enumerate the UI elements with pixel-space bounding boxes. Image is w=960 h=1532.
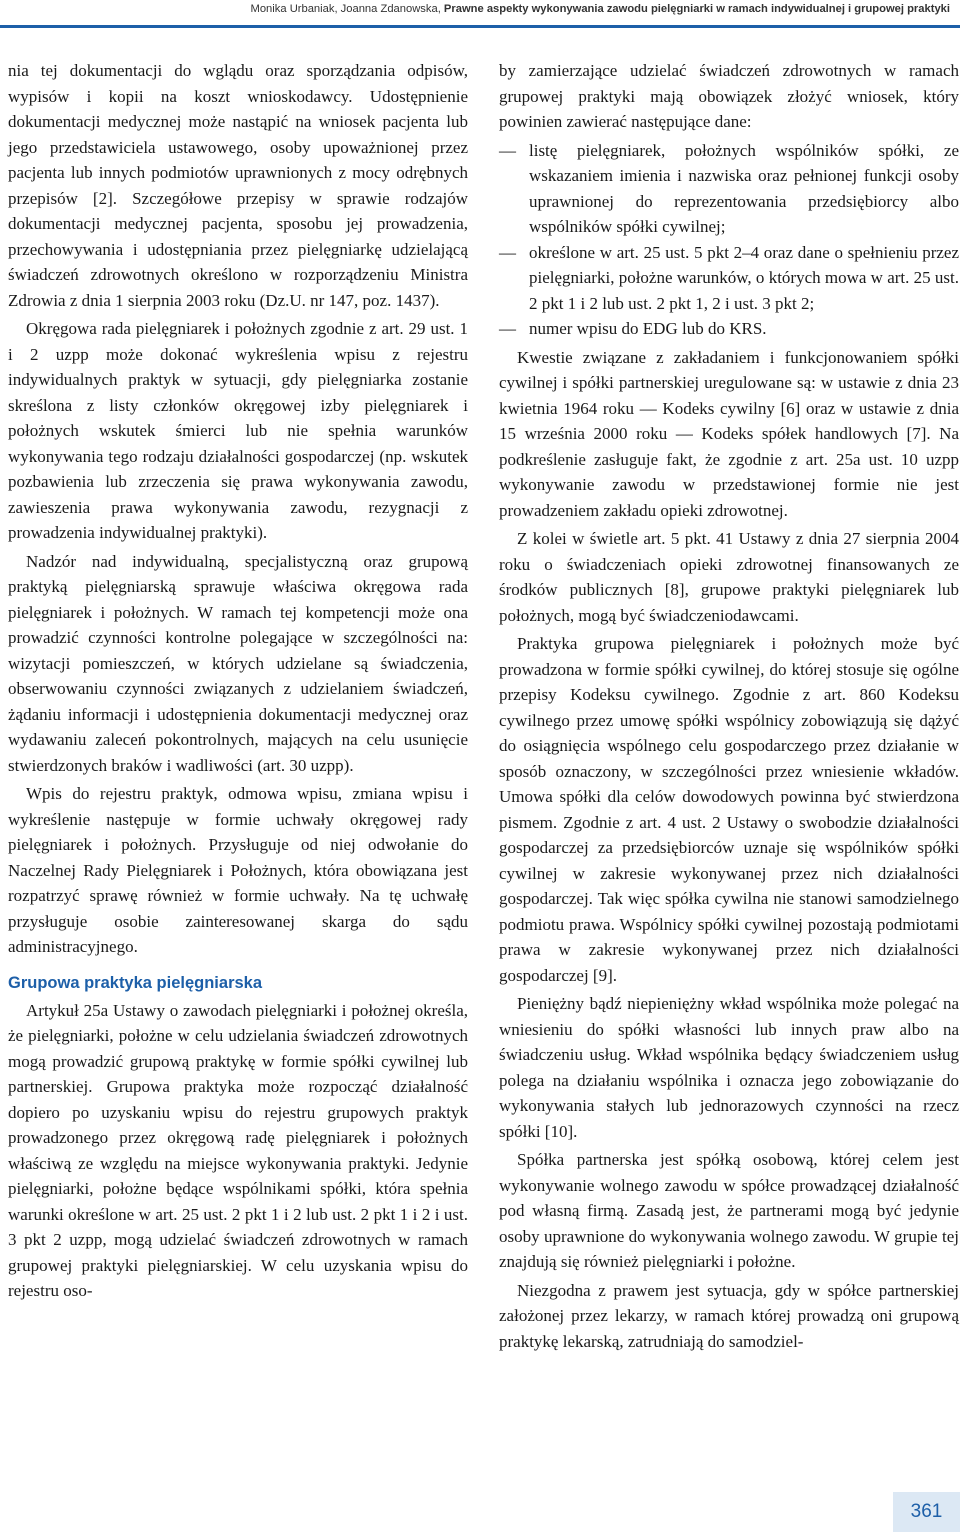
- requirements-list: [499, 138, 959, 342]
- right-column: [499, 58, 959, 1357]
- paragraph: Niezgodna z prawem jest sytuacja, gdy w spółce partnerskiej założonej przez lekarzy, w ramach której prowadzą oni grupową praktykę lekarską, zatrudniają do samodziel-: [499, 1280, 959, 1351]
- header-authors: Monika Urbaniak, Joanna Zdanowska,: [250, 3, 441, 15]
- paragraph: Wpis do rejestru praktyk, odmowa wpisu, zmiana wpisu i wykreślenie następuje w formie uchwały okręgowej rady pielęgniarek i położnych. Przysługuje od niej odwołanie do Naczelnej Rady Pielęgniarek i Położnych, która obowiązana jest rozpatrzyć sprawę również w formie uchwały. Na tę uchwałę przysługuje osobie zainteresowanej skarga do sądu administracyjnego.: [8, 784, 468, 956]
- list-item: — numer wpisu do EDG lub do KRS.: [499, 316, 959, 342]
- header-rule: [0, 25, 960, 28]
- paragraph: Kwestie związane z zakładaniem i funkcjonowaniem spółki cywilnej i spółki partnerskiej uregulowane są: w ustawie z dnia 23 kwietnia 1964 roku — Kodeks cywilny [6] oraz w ustawie z dnia 15 września 2000 roku — Kodeks spółek handlowych [7]. Na podkreślenie zasługuje fakt, że zgodnie z art. 25a ust. 10 uzpp wykonywanie zawodu w przedstawionej formie nie jest prowadzeniem zakładu opieki zdrowotnej.: [499, 347, 959, 520]
- paragraph: Nadzór nad indywidualną, specjalistyczną oraz grupową praktyką pielęgniarską sprawuje właściwa okręgowa rada pielęgniarek i położnych. W ramach tej kompetencji może ona prowadzić czynności kontrolne polegające w szczególności na: wizytacji pomieszczeń, w których udzielane są świadczenia, obserwowaniu czynności związanych z udzielaniem świadczeń, żądaniu informacji i udostępnienia dokumentacji medycznej oraz wydawaniu zaleceń pokontrolnych, mających na celu usunięcie stwierdzonych braków i wadliwości (art. 30 uzpp).: [8, 551, 468, 775]
- header-title: Prawne aspekty wykonywania zawodu pielęgniarki w ramach indywidualnej i grupowej praktyki: [443, 3, 950, 15]
- list-item: — określone w art. 25 ust. 5 pkt 2–4 oraz dane o spełnieniu przez pielęgniarki, położne warunków, o których mowa w art. 25 ust. 2 pkt 1 i 2 lub ust. 2 pkt 1, 2 i ust. 3 pkt 2;: [499, 240, 959, 317]
- running-header: [0, 0, 960, 18]
- left-column: [8, 58, 468, 1307]
- paragraph: Z kolei w świetle art. 5 pkt. 41 Ustawy z dnia 27 sierpnia 2004 roku o świadczeniach opieki zdrowotnej finansowanych ze środków publicznych [8], grupowe praktyki pielęgniarek lub położnych, mogą być świadczeniodawcami.: [499, 529, 959, 625]
- paragraph: Pieniężny bądź niepieniężny wkład wspólnika może polegać na wniesieniu do spółki własności lub innych praw albo na świadczeniu usług. Wkład wspólnika będący świadczeniem usług polega na działaniu wspólnika i oznacza jego zobowiązanie do wykonywania stałych lub jednorazowych czynności na rzecz spółki [10].: [499, 994, 959, 1141]
- paragraph: Artykuł 25a Ustawy o zawodach pielęgniarki i położnej określa, że pielęgniarki, położne w celu udzielania świadczeń zdrowotnych mogą prowadzić grupową praktykę w formie spółki cywilnej lub partnerskiej. Grupowa praktyka może rozpocząć działalność dopiero po uzyskaniu wpisu do rejestru grupowych praktyk prowadzonego przez okręgową radę pielęgniarek i położnych właściwą ze względu na miejsce wykonywania praktyki. Jedynie pielęgniarki, położne będące wspólnikami spółki, która spełnia warunki określone w art. 25 ust. 2 pkt 1 i 2 lub ust. 2 pkt 1 i 2 i ust. 3 pkt 2 uzpp, mogą udzielać świadczeń zdrowotnych w ramach grupowej praktyki pielęgniarskiej. W celu uzyskania wpisu do rejestru oso-: [8, 1000, 468, 1300]
- page-number: 361: [893, 1492, 960, 1532]
- list-item: — listę pielęgniarek, położnych wspólników spółki, ze wskazaniem imienia i nazwiska oraz pełnionej funkcji osoby uprawnionej do reprezentowania przedsiębiorcy albo wspólników spółki cywilnej;: [499, 138, 959, 240]
- paragraph: nia tej dokumentacji do wglądu oraz sporządzania odpisów, wypisów i kopii na koszt wnioskodawcy. Udostępnienie dokumentacji medycznej może nastąpić na wniosek pacjenta lub jego przedstawiciela ustawowego, osoby upoważnionej przez pacjenta lub innych podmiotów uprawnionych z mocy odrębnych przepisów [2]. Szczegółowe przepisy w sprawie rodzajów dokumentacji medycznej pacjenta, sposobu jej prowadzenia, przechowywania i udostępniania przez pielęgniarkę udzielającą świadczeń zdrowotnych określono w rozporządzeniu Ministra Zdrowia z dnia 1 sierpnia 2003 roku (Dz.U. nr 147, poz. 1437).: [8, 61, 468, 310]
- section-heading: Grupowa praktyka pielęgniarska: [8, 973, 263, 992]
- paragraph: by zamierzające udzielać świadczeń zdrowotnych w ramach grupowej praktyki mają obowiązek złożyć wniosek, który powinien zawierać następujące dane:: [499, 61, 959, 131]
- paragraph: Praktyka grupowa pielęgniarek i położnych może być prowadzona w formie spółki cywilnej, do której stosuje się ogólne przepisy Kodeksu cywilnego. Zgodnie z art. 860 Kodeksu cywilnego przez umowę spółki wspólnicy zobowiązują się dążyć do osiągnięcia wspólnego celu gospodarczego przez działanie w sposób oznaczony, w szczególności przez wniesienie wkładów. Umowa spółki dla celów dowodowych powinna być stwierdzona pismem. Zgodnie z art. 4 ust. 2 Ustawy o swobodzie działalności gospodarczej za przedsiębiorców uznaje się wspólników spółki cywilnej w zakresie wykonywanej przez nich działalności gospodarczej. Tak więc spółka cywilna nie stanowi samodzielnego podmiotu prawa. Wspólnicy spółki cywilnej pozostają podmiotami prawa w zakresie wykonywanej przez nich działalności gospodarczej [9].: [499, 634, 959, 985]
- paragraph: Spółka partnerska jest spółką osobową, której celem jest wykonywanie wolnego zawodu w spółce prowadzącej działalność pod własną firmą. Zasadą jest, że partnerami mogą być jedynie osoby uprawnione do wykonywania wolnego zawodu. W grupie tej znajdują się również pielęgniarki i położne.: [499, 1150, 959, 1271]
- paragraph: Okręgowa rada pielęgniarek i położnych zgodnie z art. 29 ust. 1 i 2 uzpp może dokonać wykreślenia wpisu z rejestru indywidualnych praktyk w sytuacji, gdy pielęgniarka zostanie skreślona z listy członków okręgowej izby pielęgniarek i położnych wskutek śmierci lub nie spełnia warunków wykonywania tego rodzaju działalności gospodarczej (np. wskutek pozbawienia lub zrzeczenia się prawa wykonywania zawodu, zawieszenia prawa wykonywania zawodu, rezygnacji z prowadzenia indywidualnej praktyki).: [8, 319, 468, 542]
